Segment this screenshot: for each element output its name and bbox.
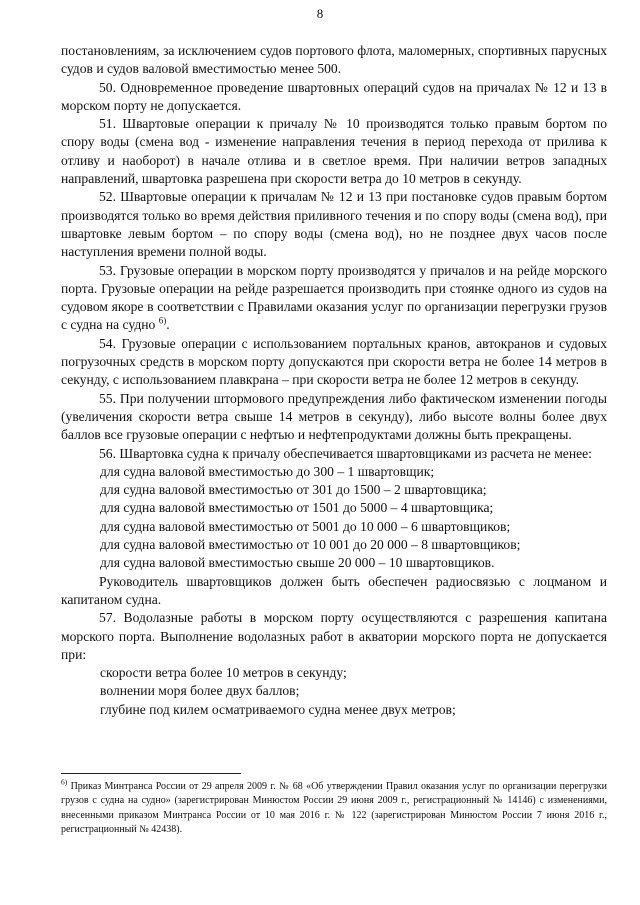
paragraph-50: 50. Одновременное проведение швартовных операций судов на причалах № 12 и 13 в морском порту не допускается. xyxy=(61,79,607,113)
paragraph-56: 56. Швартовка судна к причалу обеспечивается швартовщиками из расчета не менее: xyxy=(99,445,592,461)
paragraph-51: 51. Швартовые операции к причалу № 10 производятся только правым бортом по спору воды (смена вод - изменение направления течения в период перехода от прилива к отливу и наоборот) в начале отлива и в светлое время. При наличии ветров западных направлений, швартовка разрешена при скорости ветра до 10 метров в секунду. xyxy=(61,116,607,187)
paragraph-54: 54. Грузовые операции с использованием портальных кранов, автокранов и судовых погрузочных средств в морском порту допускаются при скорости ветра не более 14 метров в секунду, с использованием плавкрана – при скорости ветра не более 12 метров в секунду. xyxy=(61,335,607,388)
list-item: глубине под килем осматриваемого судна менее двух метров; xyxy=(100,701,456,717)
list-item: для судна валовой вместимостью свыше 20 000 – 10 швартовщиков. xyxy=(100,555,495,571)
footnote xyxy=(61,777,607,838)
paragraph-continuation: постановлениям, за исключением судов портового флота, маломерных, спортивных парусных судов и судов валовой вместимостью менее 500. xyxy=(61,43,607,77)
list-item: для судна валовой вместимостью от 301 до 1500 – 2 швартовщика; xyxy=(100,482,487,498)
list-item: для судна валовой вместимостью от 5001 до 10 000 – 6 швартовщиков; xyxy=(100,518,511,534)
page-number: 8 xyxy=(316,6,324,21)
paragraph-57: 57. Водолазные работы в морском порту осуществляются с разрешения капитана морского порта. Выполнение водолазных работ в акватории морского порта не допускается при: xyxy=(61,610,607,662)
paragraph-55: 55. При получении штормового предупреждения либо фактическом изменении погоды (увеличения скорости ветра свыше 14 метров в секунду), либо высоте волны более двух баллов все грузовые операции с нефтью и нефтепродуктами должны быть прекращены. xyxy=(61,390,607,443)
paragraph-52: 52. Швартовые операции к причалам № 12 и 13 при постановке судов правым бортом производятся только во время действия приливного течения и по спору воды (смена вод), при швартовке левым бортом – по спору воды (смена вод), но не позднее двух часов после наступления времени полной воды. xyxy=(61,189,607,260)
list-item: волнении моря более двух баллов; xyxy=(100,683,300,699)
footnote-text: Приказ Минтранса России от 29 апреля 2009 г. № 68 «Об утверждении Правил оказания услуг по организации перегрузки грузов с судна на судно» (зарегистрирован Минюстом России 29 июня 2009 г., регистрационный № 14146) с изменениями, внесенными приказом Минтранса России от 10 мая 2016 г. № 122 (зарегистрирован Минюстом России 7 июня 2016 г., регистрационный № 42438). xyxy=(61,781,607,836)
list-item: скорости ветра более 10 метров в секунду; xyxy=(100,665,347,681)
footnote-divider xyxy=(61,773,241,774)
list-item: для судна валовой вместимостью до 300 – 1 швартовщик; xyxy=(100,463,435,479)
paragraph-53-text: 53. Грузовые операции в морском порту производятся у причалов и на рейде морского порта. Грузовые операции на рейде разрешается производить при стоянке одного из судов на судовом якоре в соответствии с Правилами оказания услуг по организации перегрузки грузов с судна на судно xyxy=(61,262,607,333)
paragraph-53-end: . xyxy=(166,317,170,333)
document-body xyxy=(61,42,607,719)
list-item: для судна валовой вместимостью от 1501 до 5000 – 4 швартовщика; xyxy=(100,500,494,516)
footnote-mark: 6) xyxy=(61,777,68,787)
paragraph-56-tail: Руководитель швартовщиков должен быть обеспечен радиосвязью с лоцманом и капитаном судна. xyxy=(61,573,607,607)
paragraph-53 xyxy=(61,262,607,335)
list-item: для судна валовой вместимостью от 10 001 до 20 000 – 8 швартовщиков; xyxy=(100,537,521,553)
footnote-reference: 6) xyxy=(158,315,167,326)
